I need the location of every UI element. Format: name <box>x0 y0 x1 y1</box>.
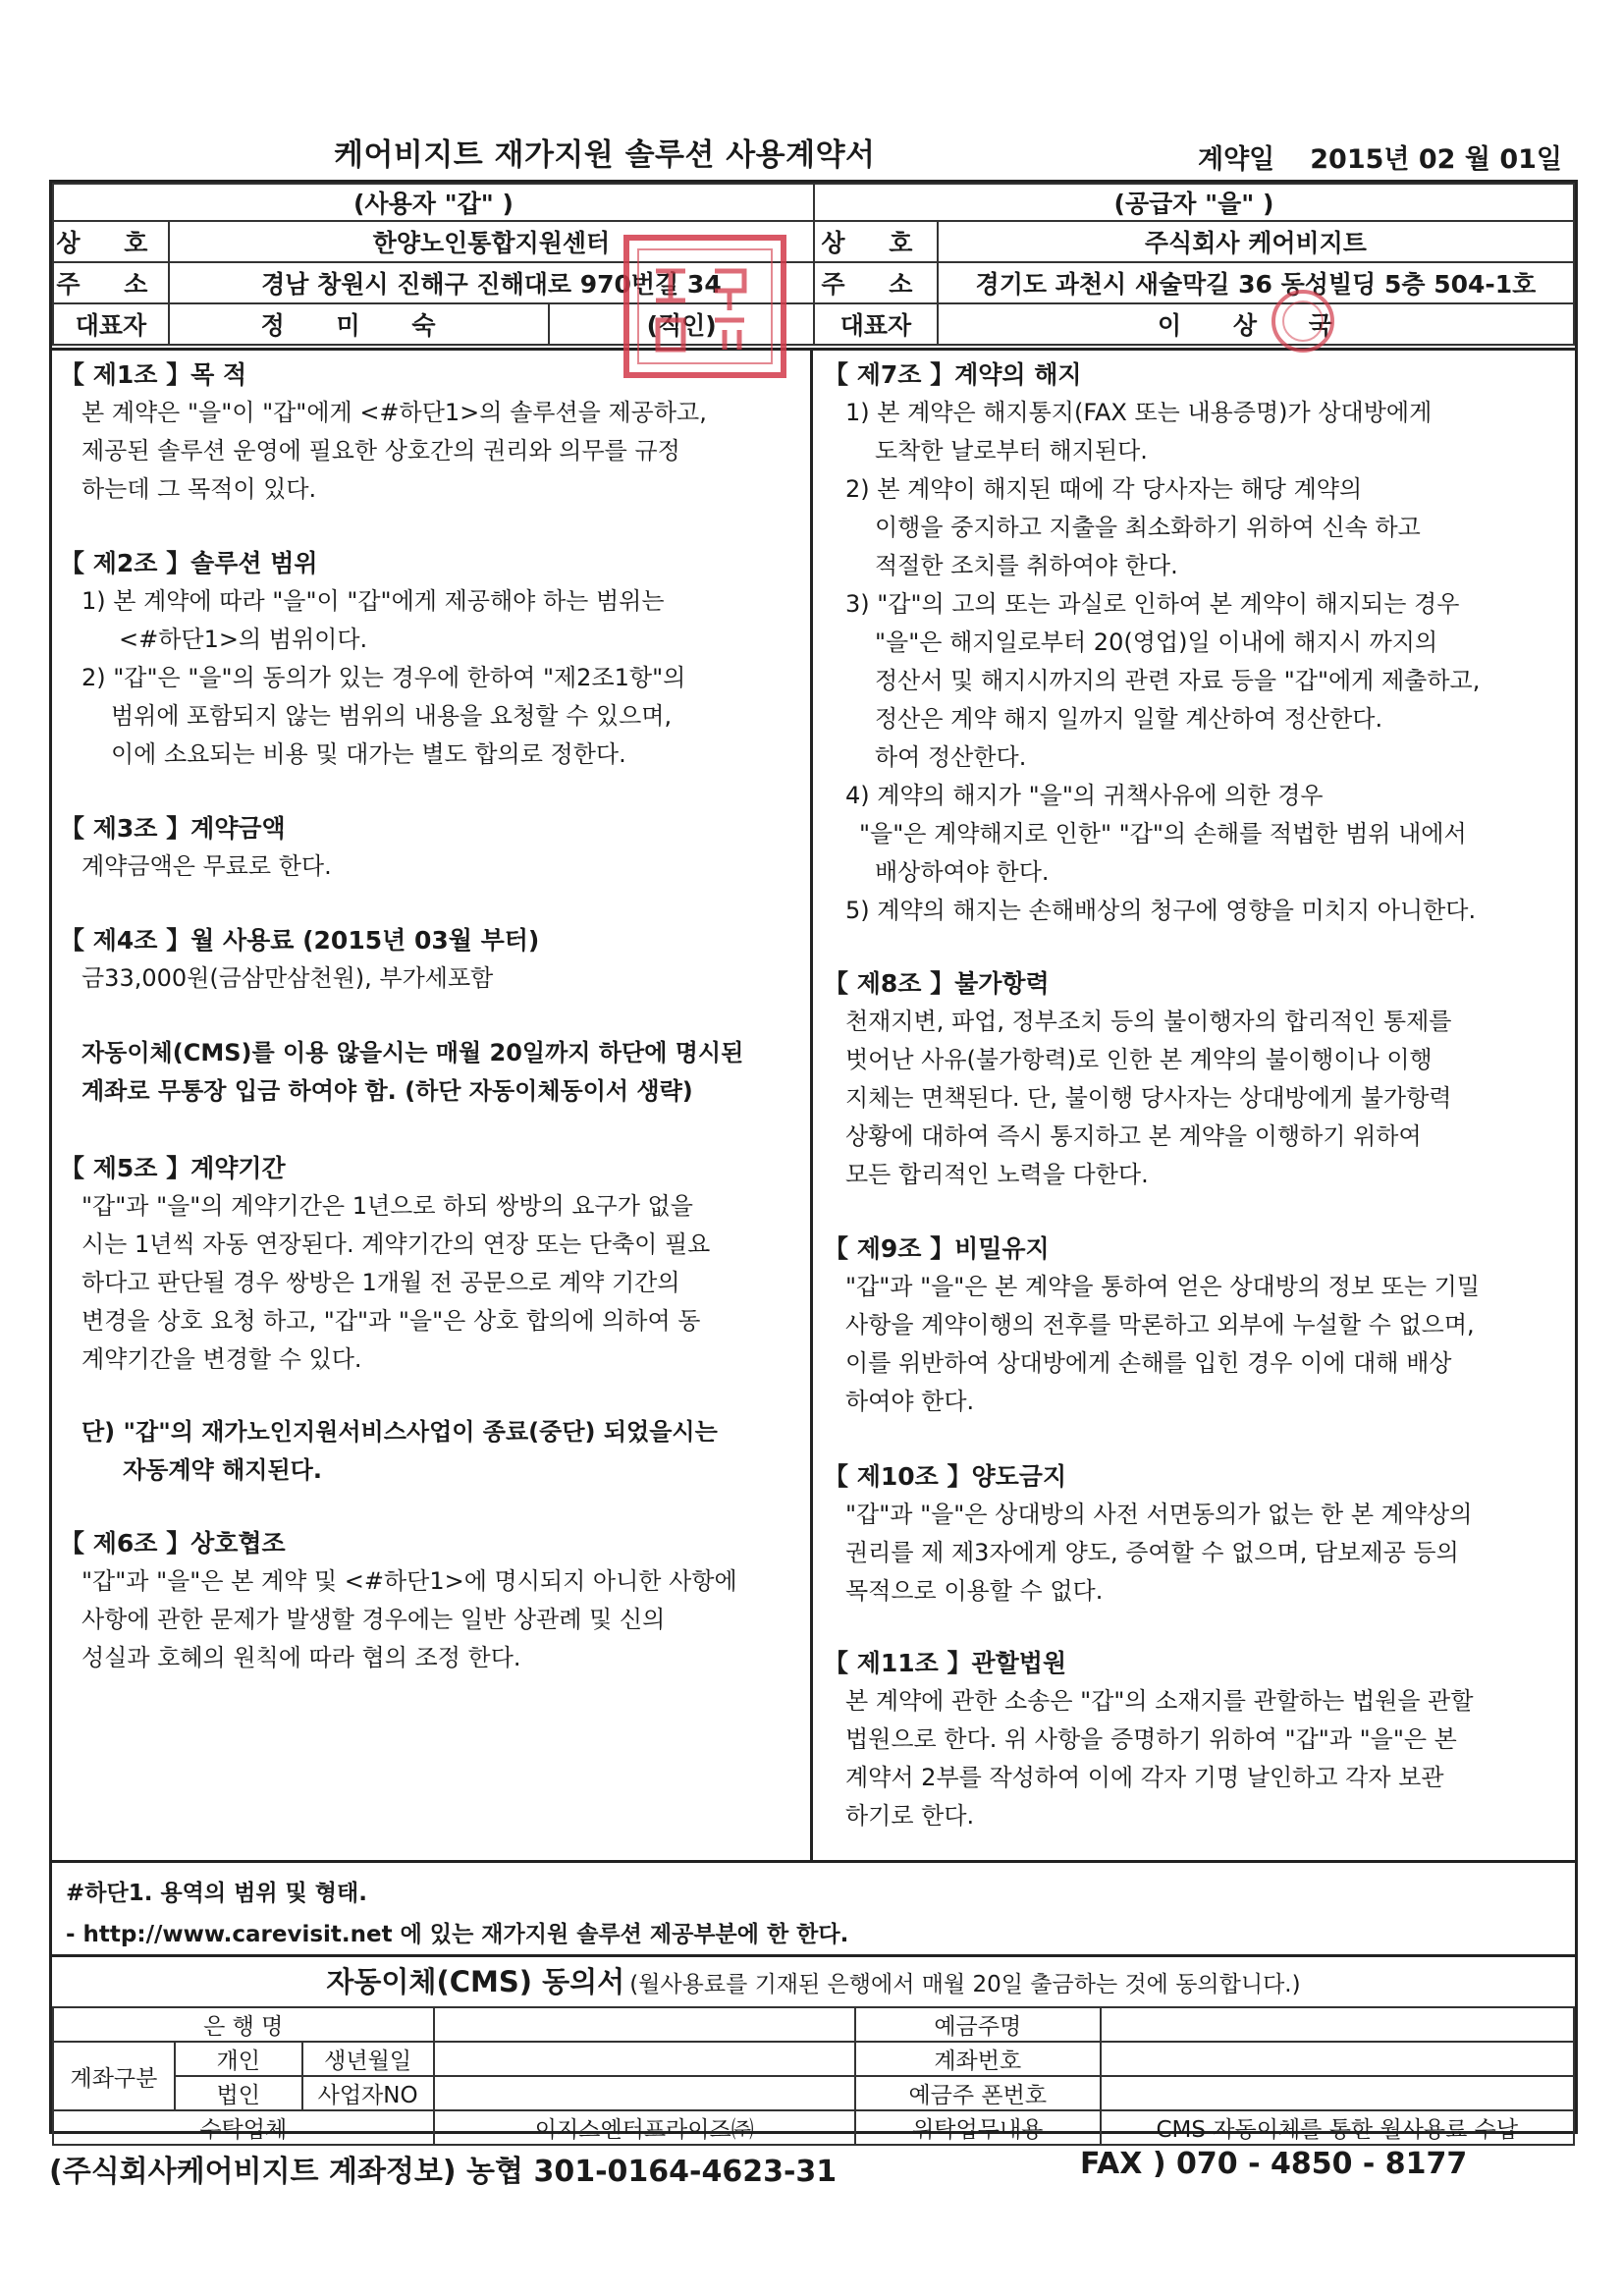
footnote-line-1: #하단1. 용역의 범위 및 형태. <box>66 1881 367 1906</box>
article-11 <box>824 1645 1474 1835</box>
article-line: 정산은 계약 해지 일까지 일할 계산하여 정산한다. <box>875 705 1383 733</box>
article-line: 2) "갑"은 "을"의 동의가 있는 경우에 한하여 "제2조1항"의 <box>81 664 686 691</box>
article-line: 하다고 판단될 경우 쌍방은 1개월 전 공문으로 계약 기간의 <box>81 1269 680 1296</box>
article-9 <box>824 1230 1480 1421</box>
article-line: 지체는 면책된다. 단, 불이행 당사자는 상대방에게 불가항력 <box>845 1084 1452 1112</box>
supplier-name: 주식회사 케어비지트 <box>938 221 1574 262</box>
individual-label: 개인 <box>175 2042 302 2076</box>
article-1 <box>60 356 707 509</box>
article-title: 【 제8조 】불가항력 <box>824 969 1050 998</box>
article-line: 4) 계약의 해지가 "을"의 귀책사유에 의한 경우 <box>845 782 1324 809</box>
cms-table <box>52 2006 1575 2146</box>
article-title: 【 제4조 】월 사용료 (2015년 03월 부터) <box>60 926 540 955</box>
article-line: <#하단1>의 범위이다. <box>119 626 368 653</box>
birth-date-field[interactable] <box>434 2042 855 2076</box>
birth-date-label: 생년월일 <box>302 2042 434 2076</box>
article-line: 배상하여야 한다. <box>875 858 1050 886</box>
article-line: 시는 1년씩 자동 연장된다. 계약기간의 연장 또는 단축이 필요 <box>81 1230 711 1258</box>
article-line: 하는데 그 목적이 있다. <box>81 475 317 503</box>
article-line: 사항을 계약이행의 전후를 막론하고 외부에 누설할 수 없으며, <box>845 1311 1475 1339</box>
article-line: 하여야 한다. <box>845 1388 975 1415</box>
article-line: 도착한 날로부터 해지된다. <box>875 437 1148 465</box>
article-line: 이를 위반하여 상대방에게 손해를 입힌 경우 이에 대해 배상 <box>845 1349 1452 1377</box>
article-line: 하기로 한다. <box>845 1802 975 1830</box>
article-title: 【 제6조 】상호협조 <box>60 1529 286 1558</box>
supplier-seal-stamp <box>1269 287 1337 355</box>
contract-date-label: 계약일 <box>1198 144 1275 175</box>
cms-subtitle: (월사용료를 기재된 은행에서 매월 20일 출금하는 것에 동의합니다.) <box>629 1972 1301 1997</box>
user-rep: 정 미 숙 <box>169 303 549 345</box>
termination-note <box>60 1413 718 1490</box>
article-line: "갑"과 "을"의 계약기간은 1년으로 하되 쌍방의 요구가 없을 <box>81 1192 693 1220</box>
article-7 <box>824 356 1480 930</box>
business-number-label: 사업자NO <box>302 2076 434 2110</box>
articles-section <box>52 348 1575 1860</box>
article-2 <box>60 545 685 774</box>
trustee-label: 수탁업체 <box>53 2110 434 2145</box>
user-name-label: 상 호 <box>53 221 169 262</box>
corporate-label: 법인 <box>175 2076 302 2110</box>
article-line: "갑"과 "을"은 본 계약을 통하여 얻은 상대방의 정보 또는 기밀 <box>845 1273 1481 1300</box>
article-line: 제공된 솔루션 운영에 필요한 상호간의 권리와 의무를 규정 <box>81 437 680 465</box>
user-header: (사용자 "갑" ) <box>53 184 814 221</box>
user-rep-label: 대표자 <box>53 303 169 345</box>
article-line: 단) "갑"의 재가노인지원서비스사업이 종료(중단) 되었을시는 <box>81 1418 718 1446</box>
article-line: 3) "갑"의 고의 또는 과실로 인하여 본 계약이 해지되는 경우 <box>845 590 1460 618</box>
seal-inner-circle <box>1283 301 1323 341</box>
article-line: 자동계약 해지된다. <box>123 1456 322 1484</box>
article-line: 계약서 2부를 작성하여 이에 각자 기명 날인하고 각자 보관 <box>845 1764 1444 1791</box>
contract-date-value: 2015년 02 월 01일 <box>1310 144 1562 175</box>
article-line: 적절한 조치를 취하여야 한다. <box>875 552 1178 579</box>
footnote-line-2: - http://www.carevisit.net 에 있는 재가지원 솔루션 제공부분에 한 한다. <box>66 1922 849 1947</box>
cms-agreement <box>52 1954 1575 2143</box>
cms-header <box>52 1957 1575 2006</box>
article-title: 【 제11조 】관할법원 <box>824 1649 1067 1677</box>
document-title: 케어비지트 재가지원 솔루션 사용계약서 <box>334 137 876 173</box>
supplier-rep-label: 대표자 <box>814 303 938 345</box>
user-seal-stamp <box>617 232 793 384</box>
contract-body <box>49 180 1578 2143</box>
account-type-label: 계좌구분 <box>53 2042 175 2110</box>
user-seal-note: (직인) <box>549 303 814 345</box>
account-number-label: 계좌번호 <box>855 2042 1101 2076</box>
article-line: 계좌로 무통장 입금 하여야 함. (하단 자동이체동이서 생략) <box>81 1077 693 1105</box>
bank-name-label: 은 행 명 <box>53 2007 434 2042</box>
article-line: "갑"과 "을"은 상대방의 사전 서면동의가 없는 한 본 계약상의 <box>845 1501 1473 1528</box>
article-line: "을"은 계약해지로 인한" "갑"의 손해를 적법한 범위 내에서 <box>859 820 1467 847</box>
account-number-field[interactable] <box>1101 2042 1574 2076</box>
article-line: 성실과 호혜의 원칙에 따라 협의 조정 한다. <box>81 1644 521 1671</box>
supplier-rep: 이 상 국 <box>938 303 1574 345</box>
article-line: 목적으로 이용할 수 없다. <box>845 1577 1104 1605</box>
article-line: 1) 본 계약에 따라 "을"이 "갑"에게 제공해야 하는 범위는 <box>81 587 665 615</box>
article-line: 변경을 상호 요청 하고, "갑"과 "을"은 상호 합의에 의하여 동 <box>81 1307 701 1335</box>
article-line: 자동이체(CMS)를 이용 않을시는 매월 20일까지 하단에 명시된 <box>81 1039 744 1066</box>
article-title: 【 제2조 】솔루션 범위 <box>60 549 318 577</box>
article-title: 【 제7조 】계약의 해지 <box>824 360 1082 389</box>
supplier-header: (공급자 "을" ) <box>814 184 1574 221</box>
footnote-section <box>52 1860 1575 1954</box>
fax-number: FAX ) 070 - 4850 - 8177 <box>1080 2147 1468 2181</box>
trustee-value: 이지스엔터프라이즈㈜ <box>434 2110 855 2145</box>
article-4 <box>60 922 539 998</box>
article-line: "갑"과 "을"은 본 계약 및 <#하단1>에 명시되지 아니한 사항에 <box>81 1567 737 1595</box>
seal-glyphs <box>656 271 744 350</box>
depositor-phone-label: 예금주 폰번호 <box>855 2076 1101 2110</box>
bank-name-field[interactable] <box>434 2007 855 2042</box>
depositor-phone-field[interactable] <box>1101 2076 1574 2110</box>
article-line: 이행을 중지하고 지출을 최소화하기 위하여 신속 하고 <box>875 514 1421 541</box>
article-line: 정산서 및 해지시까지의 관련 자료 등을 "갑"에게 제출하고, <box>875 667 1481 694</box>
article-6 <box>60 1525 737 1677</box>
bank-account-info: (주식회사케어비지트 계좌정보) 농협 301-0164-4623-31 <box>49 2155 838 2189</box>
user-address: 경남 창원시 진해구 진해대로 970번길 34 <box>169 262 814 303</box>
task-value: CMS 자동이체를 통한 월사용료 수납 <box>1101 2110 1574 2145</box>
article-8 <box>824 965 1451 1194</box>
right-column <box>816 351 1575 1863</box>
user-address-label: 주 소 <box>53 262 169 303</box>
article-line: 금33,000원(금삼만삼천원), 부가세포함 <box>81 964 494 992</box>
article-line: 이에 소요되는 비용 및 대가는 별도 합의로 정한다. <box>111 740 626 768</box>
article-line: 벗어난 사유(불가항력)로 인한 본 계약의 불이행이나 이행 <box>845 1046 1433 1073</box>
article-title: 【 제10조 】양도금지 <box>824 1462 1067 1491</box>
parties-table <box>52 183 1575 346</box>
cms-notice <box>60 1034 743 1111</box>
supplier-name-label: 상 호 <box>814 221 938 262</box>
article-title: 【 제9조 】비밀유지 <box>824 1234 1050 1263</box>
article-line: 법원으로 한다. 위 사항을 증명하기 위하여 "갑"과 "을"은 본 <box>845 1725 1457 1753</box>
article-line: 본 계약은 "을"이 "갑"에게 <#하단1>의 솔루션을 제공하고, <box>81 399 707 426</box>
article-line: 5) 계약의 해지는 손해배상의 청구에 영향을 미치지 아니한다. <box>845 897 1477 924</box>
account-info-line <box>49 2147 1581 2194</box>
user-name: 한양노인통합지원센터 <box>169 221 814 262</box>
article-line: 계약금액은 무료로 한다. <box>81 852 332 880</box>
left-column <box>52 351 813 1863</box>
contract-date <box>1198 137 1562 176</box>
depositor-field[interactable] <box>1101 2007 1574 2042</box>
article-title: 【 제5조 】계약기간 <box>60 1154 286 1182</box>
article-3 <box>60 810 332 886</box>
article-line: 상황에 대하여 즉시 통지하고 본 계약을 이행하기 위하여 <box>845 1122 1422 1150</box>
article-10 <box>824 1458 1472 1611</box>
article-line: 사항에 관한 문제가 발생할 경우에는 일반 상관례 및 신의 <box>81 1606 666 1633</box>
article-line: 범위에 포함되지 않는 범위의 내용을 요청할 수 있으며, <box>111 702 673 730</box>
supplier-address: 경기도 과천시 새술막길 36 동성빌딩 5층 504-1호 <box>938 262 1574 303</box>
depositor-label: 예금주명 <box>855 2007 1101 2042</box>
supplier-address-label: 주 소 <box>814 262 938 303</box>
article-line: 천재지변, 파업, 정부조치 등의 불이행자의 합리적인 통제를 <box>845 1008 1452 1035</box>
cms-title: 자동이체(CMS) 동의서 <box>326 1965 625 1998</box>
article-line: 계약기간을 변경할 수 있다. <box>81 1345 362 1373</box>
article-line: 권리를 제 제3자에게 양도, 증여할 수 없으며, 담보제공 등의 <box>845 1539 1459 1566</box>
article-title: 【 제3조 】계약금액 <box>60 814 286 843</box>
title-row <box>49 126 1581 177</box>
business-number-field[interactable] <box>434 2076 855 2110</box>
article-line: 모든 합리적인 노력을 다한다. <box>845 1161 1149 1188</box>
article-line: 본 계약에 관한 소송은 "갑"의 소재지를 관할하는 법원을 관할 <box>845 1687 1474 1715</box>
article-title: 【 제1조 】목 적 <box>60 360 247 389</box>
article-line: 1) 본 계약은 해지통지(FAX 또는 내용증명)가 상대방에게 <box>845 399 1433 426</box>
article-5 <box>60 1150 710 1379</box>
article-line: "을"은 해지일로부터 20(영업)일 이내에 해지시 까지의 <box>875 629 1438 656</box>
article-line: 하여 정산한다. <box>875 743 1027 771</box>
seal-border <box>626 238 784 375</box>
article-line: 2) 본 계약이 해지된 때에 각 당사자는 해당 계약의 <box>845 475 1363 503</box>
task-label: 위탁업무내용 <box>855 2110 1101 2145</box>
